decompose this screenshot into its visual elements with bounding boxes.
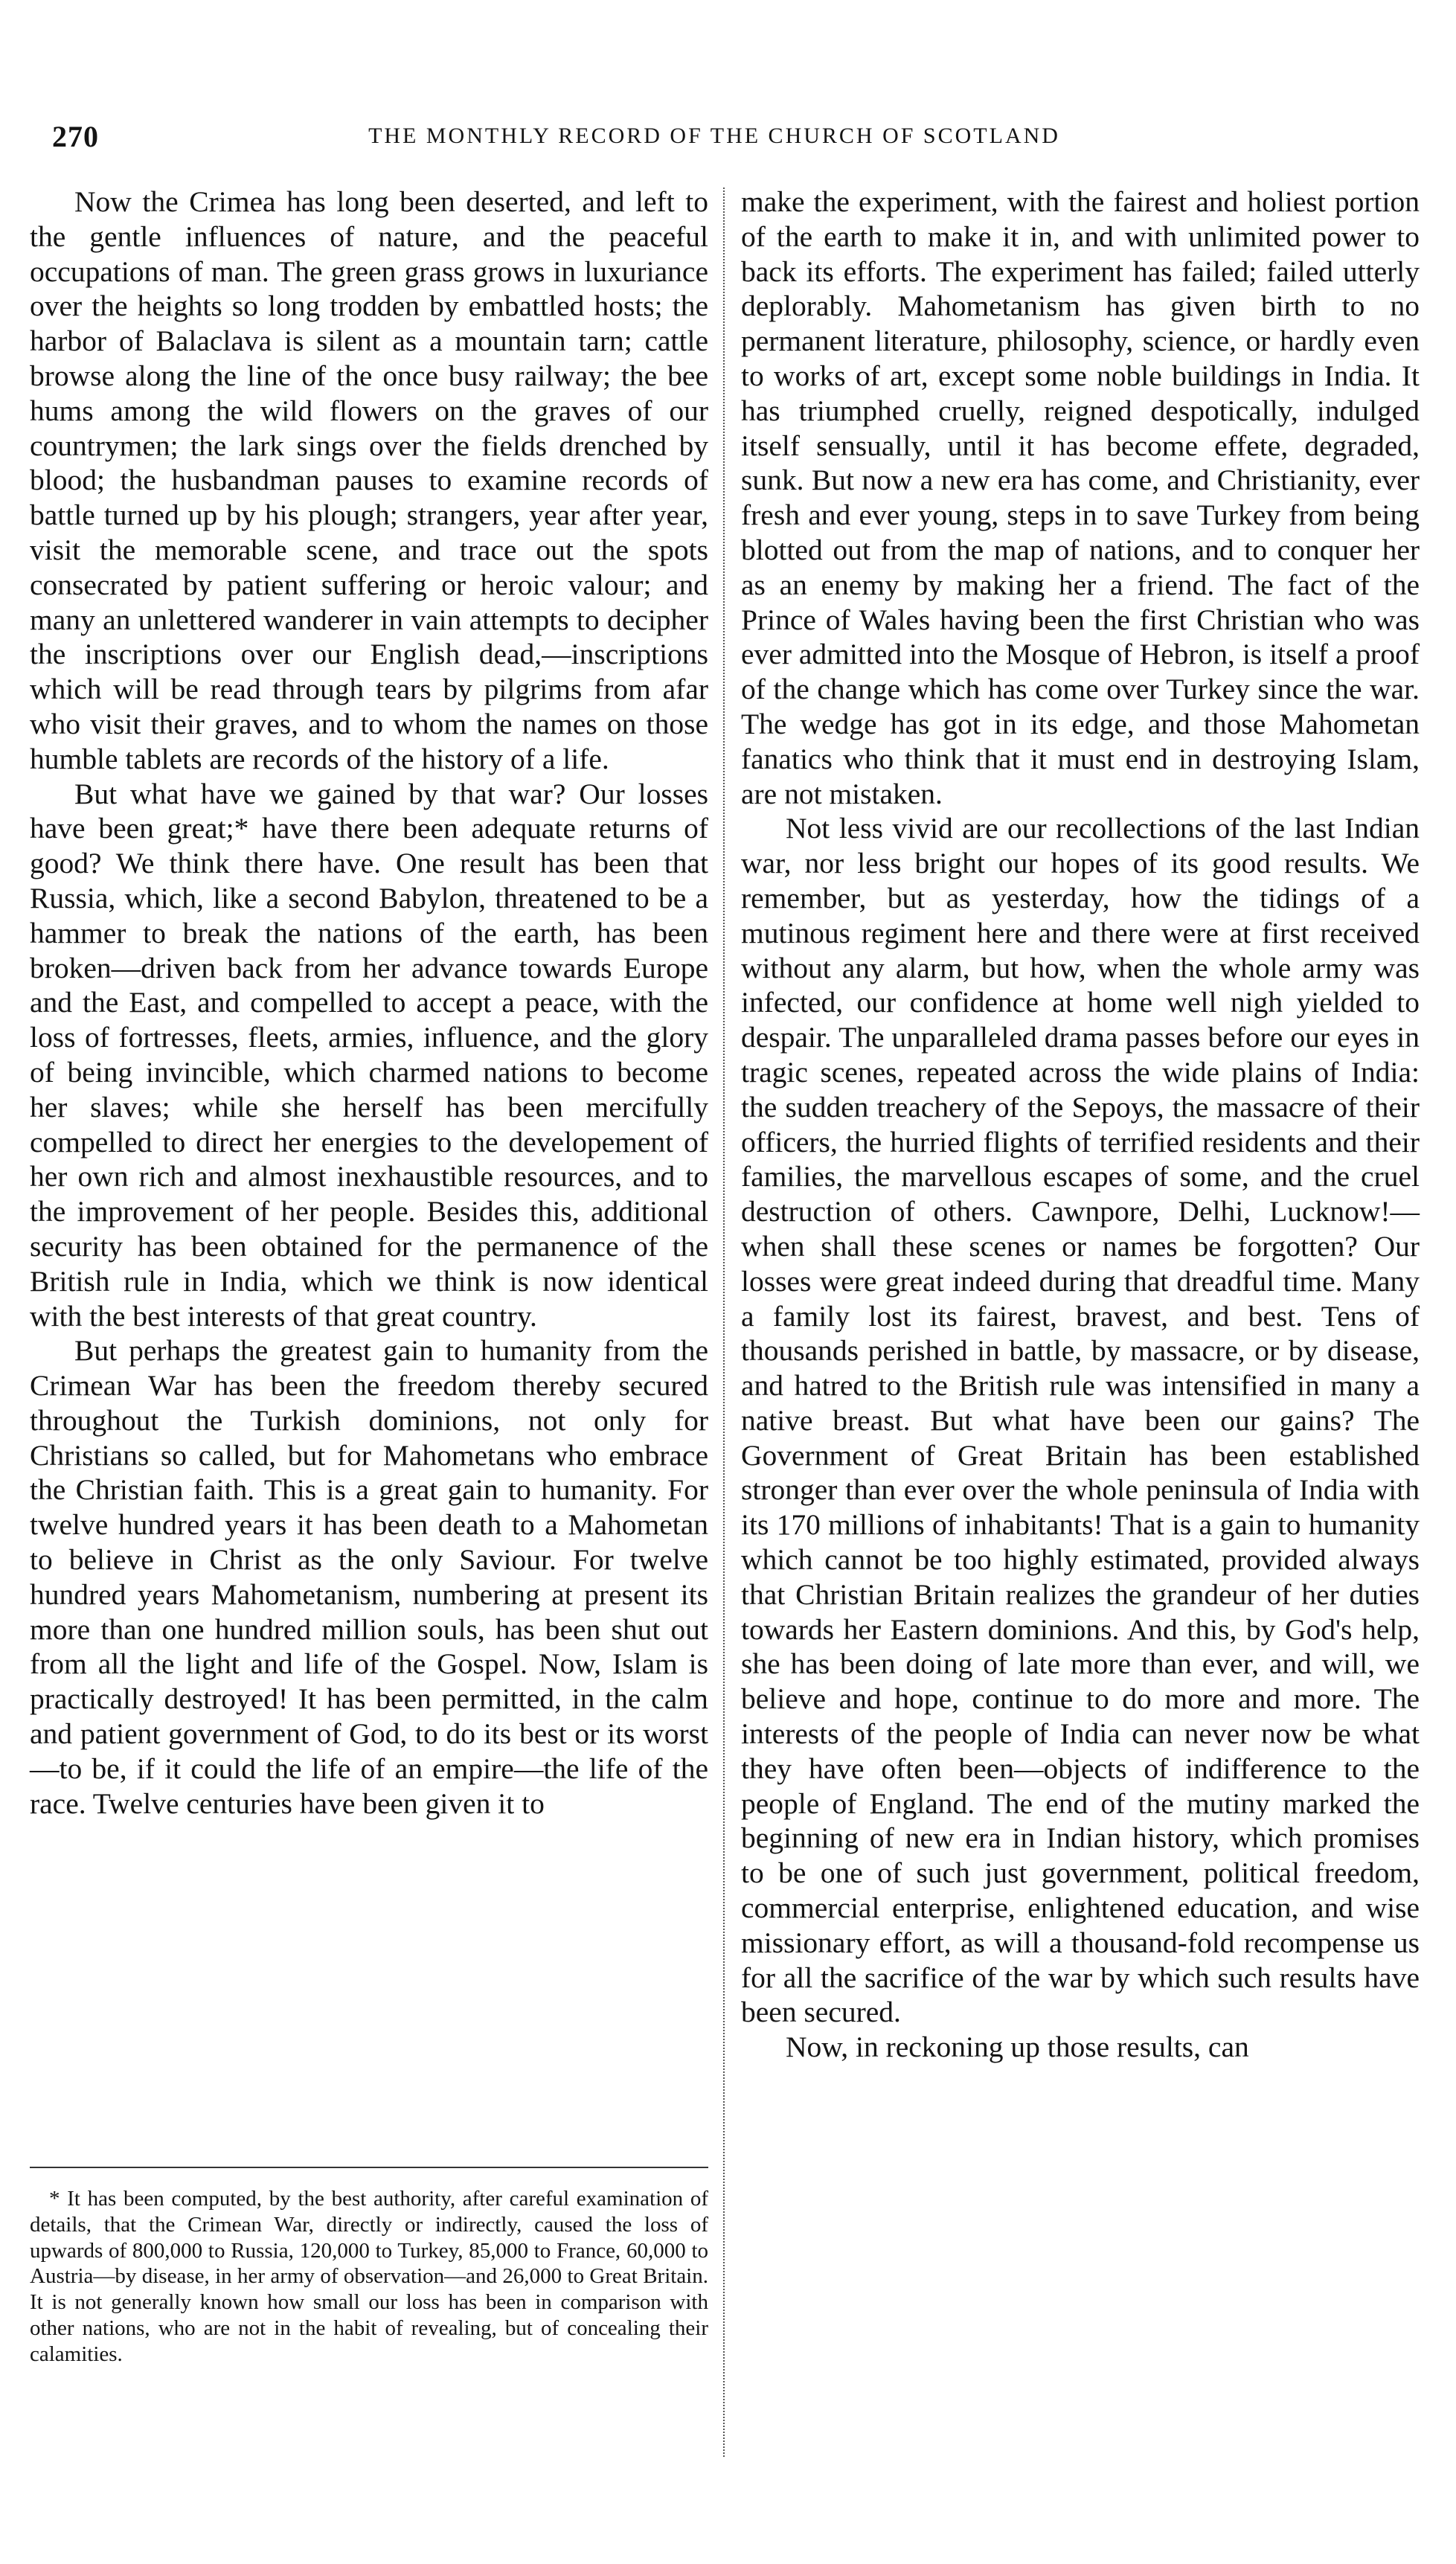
paragraph-gains-of-war: But what have we gained by that war? Our losses have been great;* have there been adequate returns of good? We think there have. One result has been that Russia, which, like a second Babylon, threatened to be a hammer to break the nations of the earth, has been broken—driven back from her advance towards Europe and the East, and compelled to accept a peace, with the loss of fortresses, fleets, armies, influence, and the glory of being invincible, which charmed nations to become her slaves; while she herself has been mercifully compelled to direct her energies to the developement of her own rich and almost inexhaustible resources, and to the improvement of her people. Besides this, additional security has been obtained for the permanence of the British rule in India, which we think is now identical with the best interests of that great country. (30, 777, 708, 1333)
paragraph-indian-war: Not less vivid are our recollections of the last Indian war, nor less bright our hopes of its good results. We remember, but as yesterday, how the tidings of a mutinous regiment here and there were at first received without any alarm, but how, when the whole army was infected, our confidence at home well nigh yielded to despair. The unparalleled drama passes before our eyes in tragic scenes, repeated across the wide plains of India: the sudden treachery of the Sepoys, the massacre of their officers, the hurried flights of terrified residents and their families, the marvellous escapes of some, and the cruel destruction of others. Cawnpore, Delhi, Lucknow!—when shall these scenes or names be forgotten? Our losses were great indeed during that dreadful time. Many a family lost its fairest, bravest, and best. Tens of thousands perished in battle, by massacre, or by disease, and hatred to the British rule was intensified in many a native breast. But what have been our gains? The Government of Great Britain has been established stronger than ever over the whole peninsula of India with its 170 millions of inhabitants! That is a gain to humanity which cannot be too highly estimated, provided always that Christian Britain realizes the grandeur of her duties towards her Eastern dominions. And this, by God's help, she has been doing of late more than ever, and will, we believe and hope, continue to do more and more. The interests of the people of India can never now be what they have often been—objects of indifference to the people of England. The end of the mutiny marked the beginning of new era in Indian history, which promises to be one of such just government, political freedom, commercial enterprise, enlightened education, and wise missionary effort, as will a thousand-fold recompense us for all the sacrifice of the war by which such results have been secured. (741, 812, 1420, 2029)
paragraph-crimea-deserted: Now the Crimea has long been deserted, and left to the gentle influences of nature, and the peaceful occupations of man. The green grass grows in luxuriance over the heights so long trodden by embattled hosts; the harbor of Balaclava is silent as a mountain tarn; cattle browse along the line of the once busy railway; the bee hums among the wild flowers on the graves of our countrymen; the lark sings over the fields drenched by blood; the husbandman pauses to examine records of battle turned up by his plough; strangers, year after year, visit the memorable scene, and trace out the spots consecrated by patient suffering or heroic valour; and many an unlettered wanderer in vain attempts to decipher the inscriptions over our English dead,—inscriptions which will be read through tears by pilgrims from afar who visit their graves, and to whom the names on those humble tablets are records of the history of a life. (30, 185, 708, 775)
footnote-text: * It has been computed, by the best authority, after careful examination of details, that the Crimean War, directly or indirectly, caused the loss of upwards of 800,000 to Russia, 120,000 to Turkey, 85,000 to France, 60,000 to Austria—by disease, in her army of observation—and 26,000 to Great Britain. It is not generally known how small our loss has been in comparison with other nations, who are not in the habit of revealing, but of concealing their calamities. (30, 2187, 708, 2366)
right-column (741, 185, 1420, 2065)
paragraph-reckoning: Now, in reckoning up those results, can (786, 2031, 1249, 2064)
page-number: 270 (52, 120, 99, 153)
column-divider (723, 188, 725, 2457)
page-header (45, 119, 1384, 156)
left-column (30, 185, 708, 1821)
paragraph-turkish-freedom: But perhaps the greatest gain to humanity from the Crimean War has been the freedom thereby secured throughout the Turkish dominions, not only for Christians so called, but for Mahometans who embrace the Christian faith. This is a great gain to humanity. For twelve hundred years it has been death to a Mahometan to believe in Christ as the only Saviour. For twelve hundred years Mahometanism, numbering at present its more than one hundred million souls, has been shut out from all the light and life of the Gospel. Now, Islam is practically destroyed! It has been permitted, in the calm and patient government of God, to do its best or its worst—to be, if it could the life of an empire—the life of the race. Twelve centuries have been given it to (30, 1334, 708, 1820)
paragraph-mahometanism: make the experiment, with the fairest and holiest portion of the earth to make it in, and with unlimited power to back its efforts. The experiment has failed; failed utterly deplorably. Mahometanism has given birth to no permanent literature, philosophy, science, or hardly even to works of art, except some noble buildings in India. It has triumphed cruelly, reigned despotically, indulged itself sensually, until it has become effete, degraded, sunk. But now a new era has come, and Christianity, ever fresh and ever young, steps in to save Turkey from being blotted out from the map of nations, and to conquer her as an enemy by making her a friend. The fact of the Prince of Wales having been the first Christian who was ever admitted into the Mosque of Hebron, is itself a proof of the change which has come over Turkey since the war. The wedge has got in its edge, and those Mahometan fanatics who think that it must end in destroying Islam, are not mistaken. (741, 185, 1420, 810)
running-head: THE MONTHLY RECORD OF THE CHURCH OF SCOTLAND (368, 124, 1060, 148)
footnote (30, 2167, 708, 2368)
